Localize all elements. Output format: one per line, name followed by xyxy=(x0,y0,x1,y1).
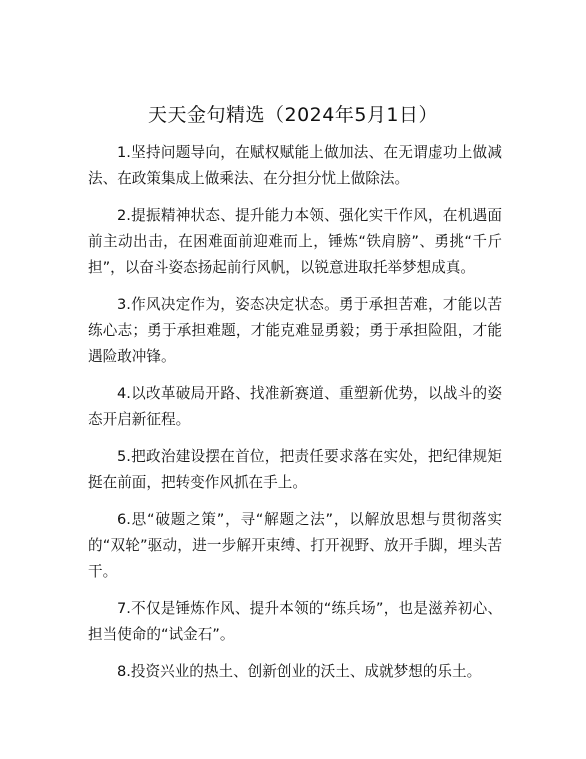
quote-paragraph-5: 5.把政治建设摆在首位，把责任要求落在实处，把纪律规矩挺在前面，把转变作风抓在手上。 xyxy=(88,448,502,491)
quote-paragraph-8: 8.投资兴业的热土、创新创业的沃土、成就梦想的乐土。 xyxy=(117,663,482,680)
quote-paragraph-6: 6.思“破题之策”，寻“解题之法”，以解放思想与贯彻落实的“双轮”驱动，进一步解开束缚、打开视野、放开手脚，埋头苦干。 xyxy=(88,511,502,580)
quote-paragraph-1: 1.坚持问题导向，在赋权赋能上做加法、在无谓虚功上做减法、在政策集成上做乘法、在分担分忧上做除法。 xyxy=(88,144,502,187)
document-title: 天天金句精选（2024年5月1日） xyxy=(147,104,439,126)
quote-paragraph-3: 3.作风决定作为，姿态决定状态。勇于承担苦难，才能以苦练心志；勇于承担难题，才能克难显勇毅；勇于承担险阻，才能遇险敢冲锋。 xyxy=(88,296,502,365)
document-body xyxy=(88,140,502,696)
quote-paragraph-7: 7.不仅是锤炼作风、提升本领的“练兵场”，也是滋养初心、担当使命的“试金石”。 xyxy=(88,600,502,643)
quote-paragraph-2: 2.提振精神状态、提升能力本领、强化实干作风，在机遇面前主动出击，在困难面前迎难而上，锤炼“铁肩膀”、勇挑“千斤担”，以奋斗姿态扬起前行风帆，以锐意进取托举梦想成真。 xyxy=(88,207,502,276)
quote-paragraph-4: 4.以改革破局开路、找准新赛道、重塑新优势，以战斗的姿态开启新征程。 xyxy=(88,385,502,428)
